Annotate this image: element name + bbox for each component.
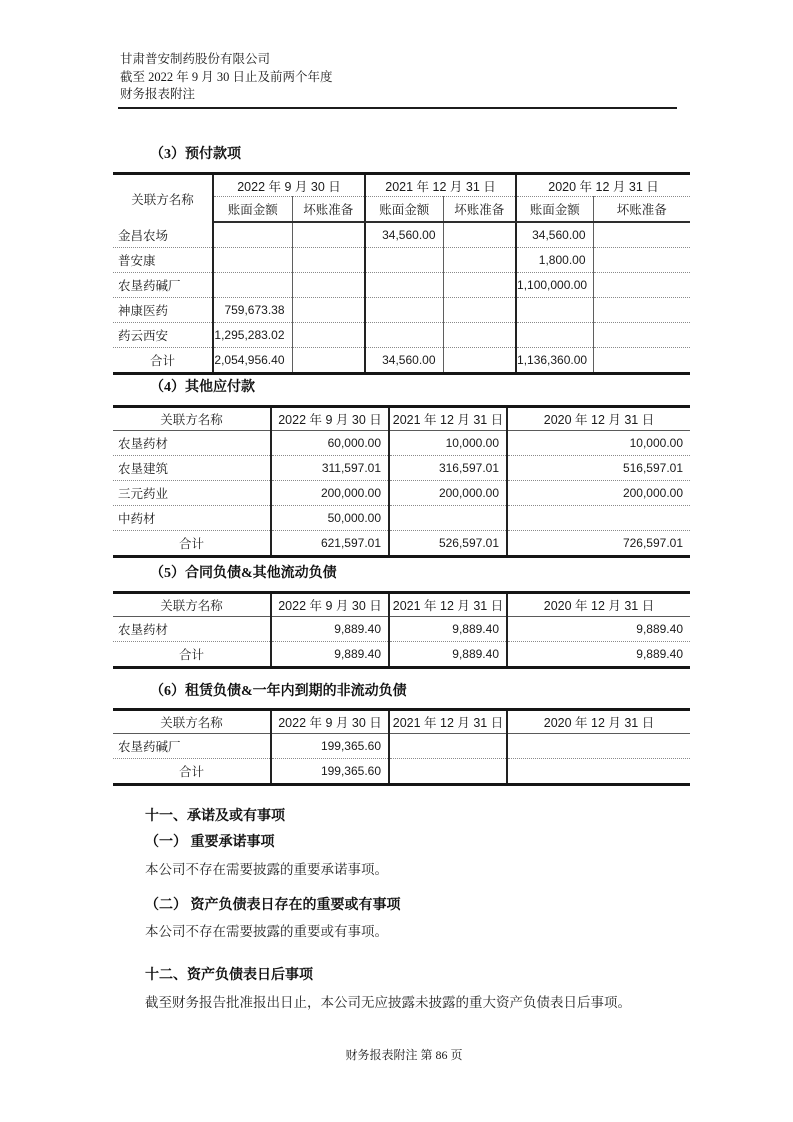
cell-related-party-name: 合计	[113, 642, 271, 668]
table-row	[113, 248, 690, 273]
cell-amount: 200,000.00	[389, 481, 507, 506]
cell-amount	[443, 273, 516, 298]
cell-amount: 60,000.00	[271, 431, 389, 456]
heading-contract-liabilities: （5）合同负债&其他流动负债	[150, 566, 337, 581]
col-header-date: 2020 年 12 月 31 日	[507, 710, 690, 734]
cell-related-party-name: 农垦药材	[113, 431, 271, 456]
cell-related-party-name: 金昌农场	[113, 222, 213, 248]
col-header-related-party: 关联方名称	[113, 407, 271, 431]
table-header-row	[113, 710, 690, 734]
cell-amount	[593, 348, 690, 374]
cell-amount	[443, 248, 516, 273]
table-total-row	[113, 642, 690, 668]
cell-related-party-name: 农垦建筑	[113, 456, 271, 481]
cell-amount	[507, 506, 690, 531]
col-header-book-amount: 账面金额	[516, 197, 593, 223]
cell-amount	[365, 273, 443, 298]
cell-amount: 9,889.40	[389, 642, 507, 668]
col-header-date: 2020 年 12 月 31 日	[516, 174, 690, 197]
heading-commitments: 十一、承诺及或有事项	[145, 809, 285, 824]
other-payables-table	[113, 405, 690, 558]
cell-amount: 9,889.40	[389, 617, 507, 642]
cell-amount: 10,000.00	[629, 436, 683, 450]
cell-amount: 199,365.60	[271, 734, 389, 759]
cell-amount	[213, 273, 292, 298]
cell-amount: 200,000.00	[271, 481, 389, 506]
heading-post-balance-events: 十二、资产负债表日后事项	[145, 968, 313, 983]
table-total-row	[113, 759, 690, 785]
cell-amount	[593, 323, 690, 348]
col-header-date: 2021 年 12 月 31 日	[389, 710, 507, 734]
cell-related-party-name: 农垦药碱厂	[113, 273, 213, 298]
cell-amount: 9,889.40	[271, 642, 389, 668]
cell-amount: 526,597.01	[389, 531, 507, 557]
cell-related-party-name: 农垦药材	[113, 617, 271, 642]
heading-lease-liabilities: （6）租赁负债&一年内到期的非流动负债	[150, 684, 407, 699]
table-total-row	[113, 531, 690, 557]
cell-amount: 34,560.00	[365, 348, 443, 374]
cell-amount: 10,000.00	[389, 431, 507, 456]
heading-prepayments: （3）预付款项	[150, 147, 241, 162]
col-header-date: 2021 年 12 月 31 日	[389, 407, 507, 431]
col-header-date: 2020 年 12 月 31 日	[507, 593, 690, 617]
lease-liabilities-table	[113, 708, 690, 786]
cell-amount	[516, 323, 593, 348]
cell-amount	[292, 348, 365, 374]
cell-amount	[292, 248, 365, 273]
cell-amount	[507, 734, 690, 759]
cell-amount: 726,597.01	[507, 531, 690, 557]
table-header-row	[113, 407, 690, 431]
cell-amount: 50,000.00	[271, 506, 389, 531]
cell-amount	[507, 759, 690, 785]
cell-amount	[516, 298, 593, 323]
cell-amount	[593, 298, 690, 323]
cell-related-party-name: 合计	[113, 531, 271, 557]
cell-amount	[389, 734, 507, 759]
cell-amount: 9,889.40	[507, 642, 690, 668]
col-header-date: 2020 年 12 月 31 日	[507, 407, 690, 431]
col-header-related-party: 关联方名称	[113, 593, 271, 617]
col-header-date: 2021 年 12 月 31 日	[365, 174, 516, 197]
col-header-date: 2021 年 12 月 31 日	[389, 593, 507, 617]
heading-other-payables: （4）其他应付款	[150, 380, 255, 395]
cell-amount	[389, 759, 507, 785]
table-row	[113, 456, 690, 481]
cell-amount	[443, 323, 516, 348]
cell-amount: 34,560.00	[365, 222, 443, 248]
col-header-date: 2022 年 9 月 30 日	[271, 710, 389, 734]
company-name: 甘肃普安制药股份有限公司	[120, 52, 271, 66]
cell-amount: 1,100,000.00	[516, 273, 593, 298]
cell-related-party-name: 三元药业	[113, 481, 271, 506]
col-header-related-party: 关联方名称	[113, 174, 213, 223]
cell-amount: 1,295,283.02	[213, 323, 292, 348]
cell-amount: 1,800.00	[516, 248, 593, 273]
document-header	[120, 51, 333, 104]
page-footer: 财务报表附注 第 86 页	[345, 1048, 463, 1062]
table-row	[113, 222, 690, 248]
table-row	[113, 323, 690, 348]
col-header-bad-debt-provision: 坏账准备	[593, 197, 690, 223]
post-balance-events-text: 截至财务报告批准报出日止，本公司无应披露未披露的重大资产负债表日后事项。	[145, 995, 631, 1010]
cell-amount: 621,597.01	[271, 531, 389, 557]
contract-liabilities-table	[113, 591, 690, 669]
col-header-book-amount: 账面金额	[213, 197, 292, 223]
cell-amount	[593, 248, 690, 273]
important-commitments-text: 本公司不存在需要披露的重要承诺事项。	[145, 862, 388, 877]
col-header-bad-debt-provision: 坏账准备	[443, 197, 516, 223]
cell-amount	[292, 222, 365, 248]
table-row	[113, 298, 690, 323]
cell-related-party-name: 合计	[113, 759, 271, 785]
table-header-row	[113, 174, 690, 197]
cell-amount	[292, 323, 365, 348]
cell-amount: 9,889.40	[271, 617, 389, 642]
cell-amount: 1,136,360.00	[516, 348, 593, 374]
col-header-related-party: 关联方名称	[113, 710, 271, 734]
table-row	[113, 273, 690, 298]
cell-amount: 199,365.60	[271, 759, 389, 785]
table-row	[113, 506, 690, 531]
cell-amount: 200,000.00	[507, 481, 690, 506]
cell-amount	[593, 222, 690, 248]
cell-amount	[292, 298, 365, 323]
report-period: 截至 2022 年 9 月 30 日止及前两个年度	[120, 69, 333, 84]
cell-related-party-name: 神康医药	[113, 298, 213, 323]
table-row	[113, 617, 690, 642]
cell-amount: 9,889.40	[636, 622, 683, 636]
cell-amount	[365, 248, 443, 273]
cell-amount	[593, 273, 690, 298]
heading-contingencies: （二） 资产负债表日存在的重要或有事项	[145, 898, 401, 913]
table-row	[113, 481, 690, 506]
cell-amount: 316,597.01	[389, 456, 507, 481]
cell-related-party-name: 中药材	[113, 506, 271, 531]
cell-related-party-name: 农垦药碱厂	[113, 734, 271, 759]
table-header-row	[113, 593, 690, 617]
cell-related-party-name: 药云西安	[113, 323, 213, 348]
col-header-date: 2022 年 9 月 30 日	[213, 174, 365, 197]
contingencies-text: 本公司不存在需要披露的重要或有事项。	[145, 924, 388, 939]
cell-amount	[443, 348, 516, 374]
header-rule	[118, 107, 677, 109]
document-type: 财务报表附注	[120, 87, 196, 101]
table-row	[113, 431, 690, 456]
table-row	[113, 734, 690, 759]
cell-amount	[213, 222, 292, 248]
col-header-date: 2022 年 9 月 30 日	[271, 407, 389, 431]
cell-amount	[443, 298, 516, 323]
cell-amount: 516,597.01	[507, 456, 690, 481]
cell-amount: 759,673.38	[213, 298, 292, 323]
col-header-book-amount: 账面金额	[365, 197, 443, 223]
cell-amount	[389, 506, 507, 531]
cell-amount: 2,054,956.40	[213, 348, 292, 374]
cell-related-party-name: 普安康	[113, 248, 213, 273]
col-header-bad-debt-provision: 坏账准备	[292, 197, 365, 223]
cell-amount: 311,597.01	[271, 456, 389, 481]
prepayments-table	[113, 172, 690, 375]
cell-amount: 34,560.00	[516, 222, 593, 248]
cell-amount	[443, 222, 516, 248]
heading-important-commitments: （一） 重要承诺事项	[145, 835, 275, 850]
cell-amount	[365, 298, 443, 323]
cell-amount	[213, 248, 292, 273]
table-total-row	[113, 348, 690, 374]
cell-amount	[292, 273, 365, 298]
cell-related-party-name: 合计	[113, 348, 213, 374]
cell-amount	[365, 323, 443, 348]
col-header-date: 2022 年 9 月 30 日	[271, 593, 389, 617]
